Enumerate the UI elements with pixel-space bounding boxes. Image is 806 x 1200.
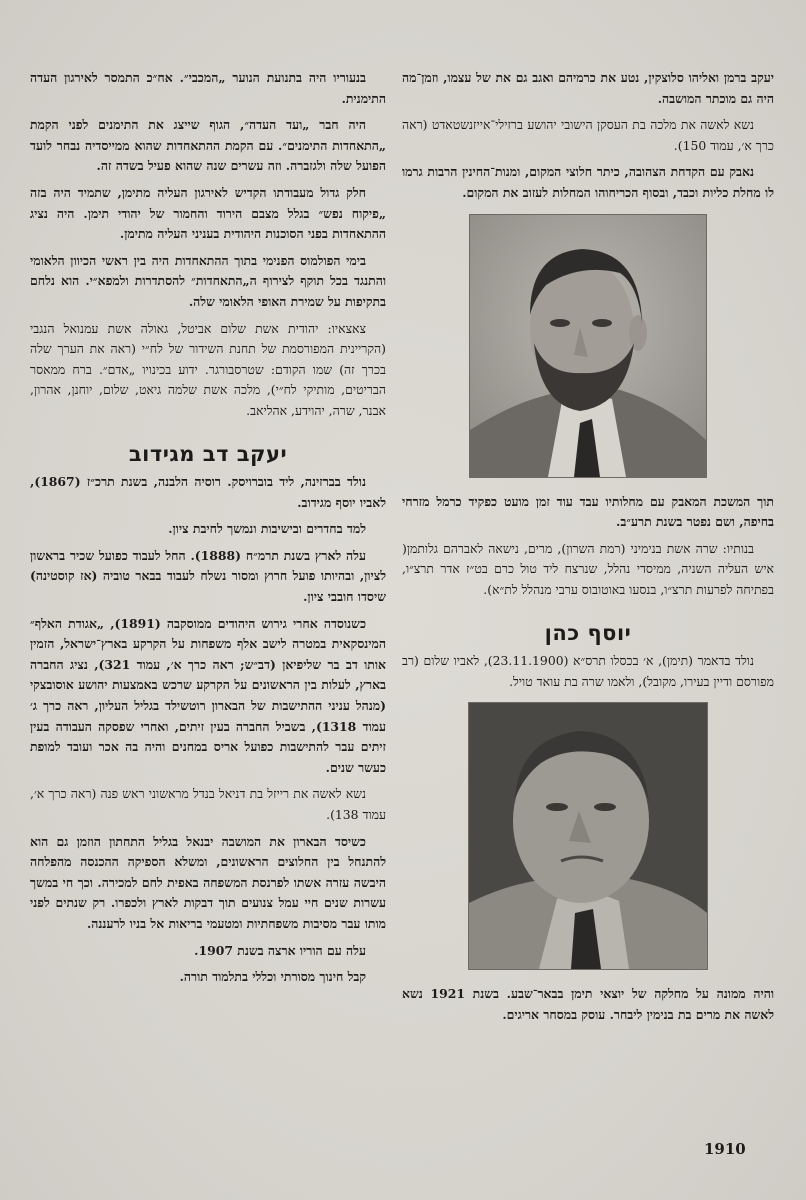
page-number: 1910 [704,1140,746,1158]
paragraph: יעקב ברמן ואליהו סלוצקין, נטע את כרמיהם ואגב גם את של עצמו, וזמן־מה היה גם מוכתר המושבה. [402,70,774,106]
paragraph: נשא לאשה את מלכה בת העסקן הישובי יהושע ברזילי־אייזנשטאדט (ראה כרך א׳, עמוד 150). [402,117,774,153]
paragraph: כשיסד הבארון את המושבה יבנאל בגליל התחתון הוזמן גם הוא להתנחל בין החלוצים הראשונים, ומשלא הספיקה ההכנסה מהפלחה היבשה עזרה אשתו לפרנסת המשפחה באפית לחם למכירה. וכך חי במשך עשרות שנים חיי עמל צנועים תוך דבקות לארץ ולכפרו. רק שנתים לפני מותו עבר מסיבות משפחתיות ומטעמי בריאות אל בניו לרעננה. [30,833,386,931]
paragraph: נולד בדאמר (תימן), א׳ בכסלו תרס״א (23.11.1900), לאביו שלום (רב מפורסם ודיין בעירו, מקובל), ולאמו שרה בת עואד טויל. [402,653,774,689]
paragraph: נאבק עם הקדחת הצהובה, כיתר חלוצי המקום, ומנות־החינין הרבות גרמו לו מחלת כליות וכבד, ובסוף הכריחוהו המחלות לעזוב את המקום. [402,164,774,200]
entry-heading: יוסף כהן [544,620,632,645]
left-column [30,68,386,994]
paragraph: קבל חינוך מסורתי וכללי בתלמוד תורה. [179,969,366,985]
portrait-photo-2 [468,702,708,970]
paragraph: נשא לאשה את רייזל בת דניאל בנדל מראשוני ראש פנה (ראה כרך א׳, עמוד 138). [30,786,386,822]
right-column [402,68,774,1032]
paragraph: בימי הפולמוס הפנימי בתוך ההתאחדות היה בין ראשי הכיוון הלאומי והתנגד בכל תוקף לצירוף ה„התאחדות״ להסתדרות ולמפא״י. הוא נלחם בתקיפות על שמירת האופי הלאומי שלה. [30,252,386,309]
portrait-man-in-suit-icon [469,703,707,969]
paragraph: בנעוריו היה בתנועת הנוער „המכבי״. אח״כ התמסר לאירגון העדה התימנית. [30,70,386,106]
paragraph: והיה ממונה על מחלקה של יוצאי תימן בבאר־שבע. בשנת 1921 נשא לאשה את מרים בת בנימין ליבחר. עוסק במסחר אריגים. [402,986,774,1022]
paragraph: בנותיו: שרה אשת בנימיני (רמת השרון), מרים, נישאה לאברהם גלותמן( איש העליה השניה, ממיסדי נהלל, שנרצח ליד טול כרם בט״ז אדר תרצ״ו, בפתיחה לפרעות תרצ״ו, בנסעו באוטובוס ערבי מנהלל לת״א). [402,540,774,597]
entry-heading: יעקב דב מגידוב [128,441,288,466]
paragraph: עלה לארץ בשנת תרמ״ח (1888). החל לעבוד כפועל שכיר בראשון לציון, ובהיותו פועל חרוץ ומסור נשלח לעבוד בבאר טוביה (אז קוסטינה) שיסדו חובבי ציון. [30,547,386,605]
paragraph: צאצאיו: יהודית אשת שלום אביטל, גאולה אשת עמנואל הנגבי (הקריינית המפורסמת של תחנת השידור של לח״י (ראה את הערך שלה בכרך זה) שמו הקודם: שטרסבורגר. ידוע בכינויו „אדם״. ברח ממאסר הבריטים, מותיקי לח״י), מלכה אשת שלמה גיאט, שלום, יוחנן, אהרון, אבנר, שרה, יהוידע, אהליאב. [30,320,386,418]
paragraph: עלה עם הוריו ארצה בשנת 1907. [194,942,366,958]
paragraph: נולד בברזינה, ליד בוברויסק. רוסיה הלבנה, בשנת תרכ״ז (1867), לאביו יוסף מגידוב. [30,474,386,510]
paragraph: למד בחדרים ובישיבות ונמשך לחיבת ציון. [168,521,366,537]
portrait-bearded-man-icon [470,215,706,477]
paragraph: תוך המשכת המאבק עם מחלותיו עבד עוד זמן מועט כפקיד כרמל מזרחי בחיפה, ושם נפטר בשנת תרע״ב. [402,493,774,530]
paragraph: היה חבר „ועד העדה״, הגוף שייצג את התימנים לפני הקמת „התאחדות התימנים״. עם הקמת ההתאחדות שהוא ממייסדיה נבחר לועד הפועל שלה ולגזברה. וזה עשרים שנה שהוא פעיל בשדה זה. [30,117,386,174]
portrait-photo-1 [469,214,707,478]
paragraph: כשנוסדה אחרי גירוש היהודים ממוסקבה (1891), „אגודת האלף״ המינסקאית במטרה לישב אלף משפחות על הקרקע בארץ־ישראל, הזמין אותו דב בר שליפיאן (דב״ש; ראה כרך א׳, עמוד 321), נציג החברה בארץ, לעלות בין הראשונים על הקרקע שרכש באמצעות יהושע אוסובצקי (מנהל עניני ההתישבות של הבארון רוטשילד בגליל העליון, ראה כרך ג׳ עמוד 1318), בשביל החברה בעין זיתים, ואחרי שפסקה העבודה בעין זיתים עבר להתישבות כפועל אריס במחנים והיה בה אכר ועובד למופת כעשר שנים. [30,615,386,775]
paragraph: חלק גדול מעבודתו הקדיש לאירגון העליה מתימן, שתמיד היה בזה „פיקוח נפש״ בגלל מצבם הירוד והחמור של יהודי תימן. היה נציג ההתאחדות בפני הסוכנות היהודית בעניני העליה מתימן. [30,184,386,242]
